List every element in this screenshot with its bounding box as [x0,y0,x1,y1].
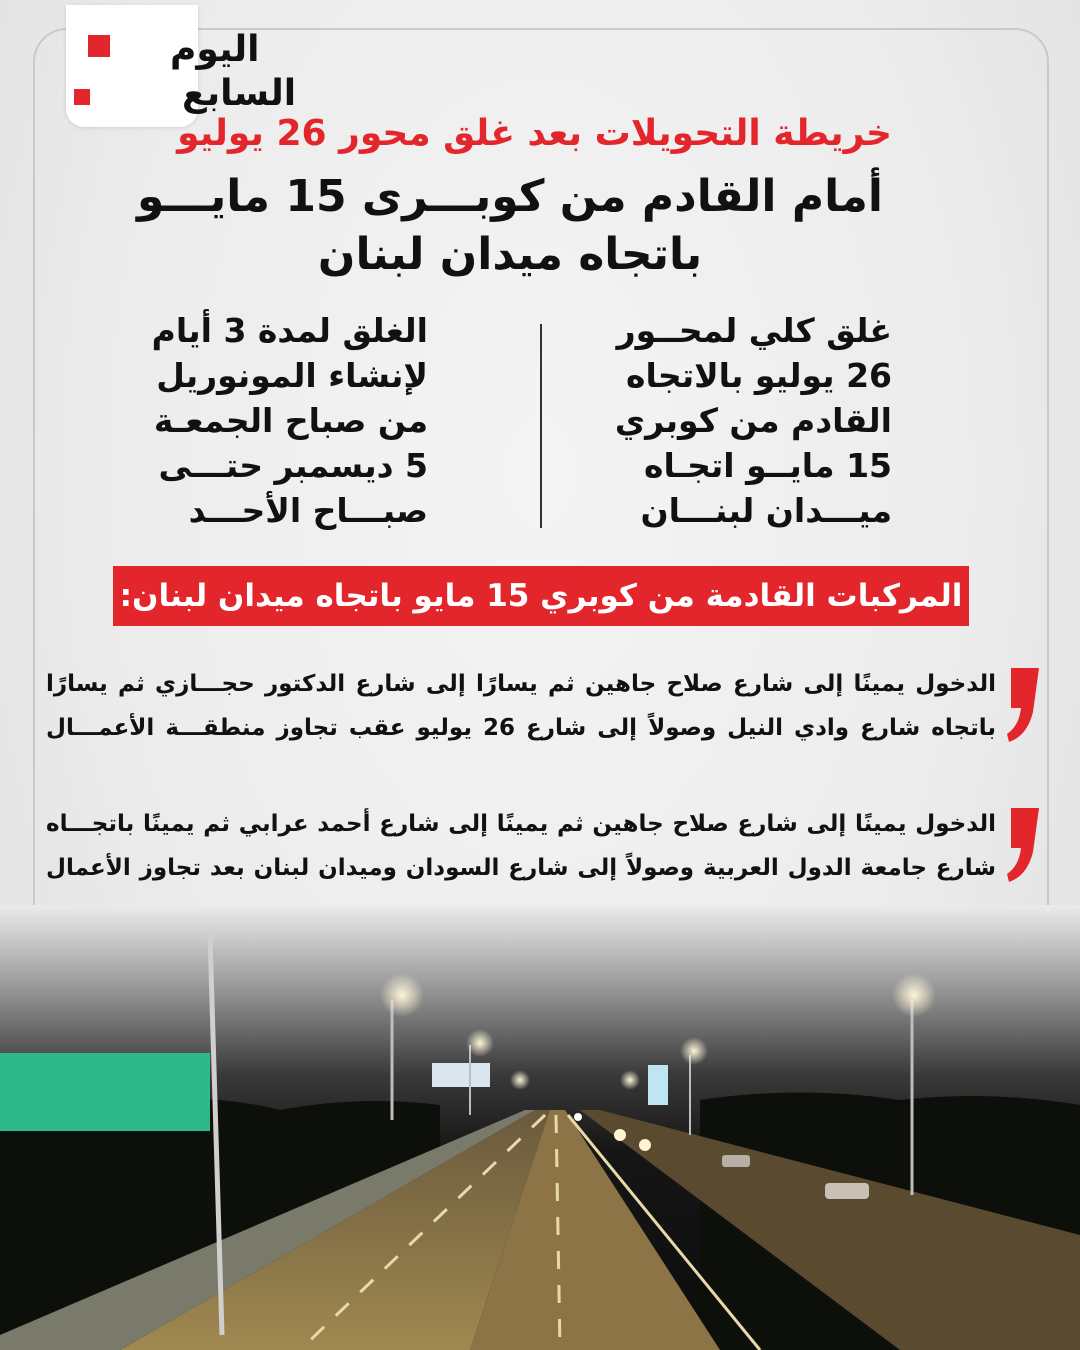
closure-line: القادم من كوبري [614,401,892,440]
closure-line: 26 يوليو بالاتجاه [626,356,892,395]
logo-red-dot [74,89,90,105]
route-2-text [46,802,996,890]
closure-details-column [600,308,892,538]
closure-line: غلق كلي لمحــور [616,311,892,350]
duration-line: صبـــاح الأحـــد [188,491,428,530]
headline-line-2: باتجاه ميدان لبنان [317,229,703,280]
duration-line: لإنشاء المونوريل [156,356,428,395]
headline-black [120,168,900,288]
comma-bullet-icon [1003,804,1043,884]
comma-bullet-icon [1003,664,1043,744]
headline-red: خريطة التحويلات بعد غلق محور 26 يوليو [177,113,892,154]
logo-text-bottom: السابع [182,73,297,114]
column-divider [540,324,542,528]
highway-night-photo [0,905,1080,1350]
route-2-line-2: شارع جامعة الدول العربية وصولاً إلى شارع السودان وميدان لبنان بعد تجاوز الأعمال [46,855,996,881]
duration-line: الغلق لمدة 3 أيام [151,311,428,350]
closure-duration-column [120,308,428,538]
headline-line-1: أمام القادم من كوبـــرى 15 مايـــو [137,171,883,222]
duration-line: من صباح الجمعـة [153,401,428,440]
closure-line: 15 مايــو اتجـاه [643,446,892,485]
logo-text-top: اليوم [170,29,260,70]
route-2-line-1: الدخول يمينًا إلى شارع صلاح جاهين ثم يمينًا إلى شارع أحمد عرابي ثم يمينًا باتجـــاه [46,811,996,837]
duration-line: 5 ديسمبر حتـــى [158,446,428,485]
closure-line: ميـــدان لبنـــان [640,491,892,530]
route-1-line-1: الدخول يمينًا إلى شارع صلاح جاهين ثم يسارًا إلى شارع الدكتور حجـــازي ثم يسارًا [46,671,996,697]
route-1-text [46,662,996,750]
logo-red-block [88,35,110,57]
route-1-line-2: باتجاه شارع وادي النيل وصولاً إلى شارع 26 يوليو عقب تجاوز منطقـــة الأعمـــال [46,715,996,741]
vehicles-banner: المركبات القادمة من كوبري 15 مايو باتجاه ميدان لبنان: [113,566,969,626]
